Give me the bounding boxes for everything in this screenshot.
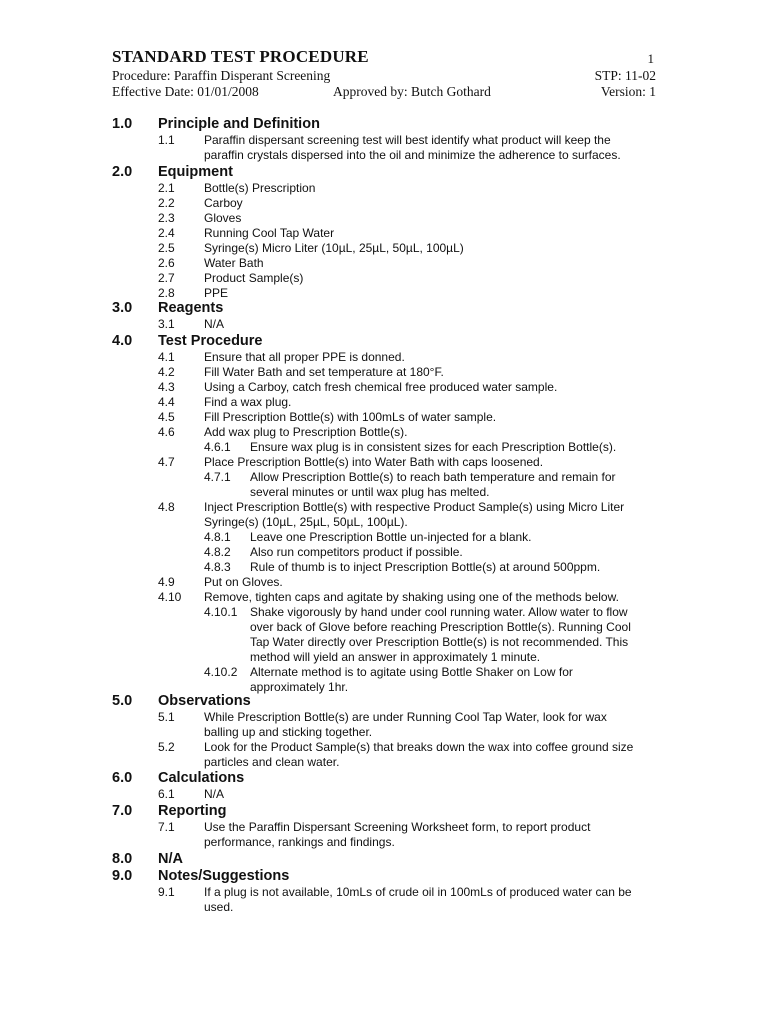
item-text-line: Syringe(s) Micro Liter (10µL, 25µL, 50µL, 100µL) [204,241,464,255]
item-number: 2.1 [158,181,175,195]
item-text-line: Put on Gloves. [204,575,283,589]
stp-number: STP: 11-02 [594,68,656,83]
item-text-line: Bottle(s) Prescription [204,181,316,195]
item-number: 4.6.1 [204,440,231,454]
item-number: 2.6 [158,256,175,270]
section-title: Observations [158,693,251,709]
section-heading [112,693,251,709]
item-text-line: Using a Carboy, catch fresh chemical free produced water sample. [204,380,558,394]
document-title: STANDARD TEST PROCEDURE [112,47,369,66]
item-text-line: approximately 1hr. [250,680,349,694]
item-text-line: several minutes or until wax plug has melted. [250,485,490,499]
item-text-line: method will yield an answer in approximately 1 minute. [250,650,541,664]
section-heading [112,116,320,132]
item-text-line: Alternate method is to agitate using Bottle Shaker on Low for [250,665,573,679]
page-number: 1 [647,51,654,66]
item-text-line: Look for the Product Sample(s) that breaks down the wax into coffee ground size [204,740,634,754]
item-text-line: Gloves [204,211,242,225]
section-title: Test Procedure [158,333,263,349]
item-text-line: over back of Glove before reaching Prescription Bottle(s). Running Cool [250,620,631,634]
item-text-line: Running Cool Tap Water [204,226,335,240]
item-number: 9.1 [158,885,175,899]
section-heading [112,300,223,316]
item-text-line: Leave one Prescription Bottle un-injected for a blank. [250,530,532,544]
item-text-line: Water Bath [204,256,264,270]
section-number: 2.0 [112,164,133,180]
section-number: 4.0 [112,333,133,349]
item-text-line: Syringe(s) (10µL, 25µL, 50µL, 100µL). [204,515,408,529]
item-number: 4.8 [158,500,175,514]
item-text-line: balling up and sticking together. [204,725,373,739]
section-number: 7.0 [112,803,133,819]
section-title: Calculations [158,770,245,786]
item-text-line: Also run competitors product if possible. [250,545,463,559]
item-number: 4.4 [158,395,175,409]
item-text-line: Find a wax plug. [204,395,292,409]
section-heading [112,770,244,786]
section-number: 8.0 [112,851,133,867]
item-number: 4.9 [158,575,175,589]
item-number: 4.10 [158,590,182,604]
section-title: Reporting [158,803,227,819]
item-number: 2.4 [158,226,175,240]
section-number: 6.0 [112,770,133,786]
item-number: 2.8 [158,286,175,300]
item-number: 4.7 [158,455,175,469]
item-text-line: Place Prescription Bottle(s) into Water Bath with caps loosened. [204,455,544,469]
item-number: 4.10.1 [204,605,238,619]
item-number: 4.8.1 [204,530,231,544]
item-number: 2.2 [158,196,175,210]
item-text-line: Allow Prescription Bottle(s) to reach bath temperature and remain for [250,470,616,484]
item-text-line: Ensure wax plug is in consistent sizes for each Prescription Bottle(s). [250,440,617,454]
item-text-line: Fill Water Bath and set temperature at 180°F. [204,365,444,379]
item-number: 2.5 [158,241,175,255]
item-text-line: used. [204,900,234,914]
item-text-line: While Prescription Bottle(s) are under Running Cool Tap Water, look for wax [204,710,607,724]
section-heading [112,851,183,867]
section-number: 1.0 [112,116,133,132]
section-heading [112,333,263,349]
item-text-line: Inject Prescription Bottle(s) with respective Product Sample(s) using Micro Liter [204,500,625,514]
item-number: 4.3 [158,380,175,394]
item-number: 4.8.3 [204,560,231,574]
item-text-line: particles and clean water. [204,755,340,769]
item-number: 5.2 [158,740,175,754]
item-text-line: performance, rankings and findings. [204,835,395,849]
section-heading [112,164,233,180]
section-title: Notes/Suggestions [158,868,290,884]
section-heading [112,868,289,884]
item-text-line: Rule of thumb is to inject Prescription Bottle(s) at around 500ppm. [250,560,601,574]
item-number: 4.2 [158,365,175,379]
item-number: 4.8.2 [204,545,231,559]
item-number: 4.5 [158,410,175,424]
item-number: 2.3 [158,211,175,225]
approved-by: Approved by: Butch Gothard [333,84,491,99]
section-title: Principle and Definition [158,116,320,132]
effective-date: Effective Date: 01/01/2008 [112,84,259,99]
item-text-line: Carboy [204,196,243,210]
procedure-name: Procedure: Paraffin Disperant Screening [112,68,331,83]
item-text-line: Fill Prescription Bottle(s) with 100mLs of water sample. [204,410,497,424]
item-text-line: Paraffin dispersant screening test will best identify what product will keep the [204,133,611,147]
version: Version: 1 [600,84,656,99]
item-number: 7.1 [158,820,175,834]
item-text-line: Tap Water directly over Prescription Bottle(s) is not recommended. This [250,635,629,649]
section-title: Reagents [158,300,224,316]
item-text-line: Product Sample(s) [204,271,304,285]
item-text-line: Ensure that all proper PPE is donned. [204,350,405,364]
item-number: 5.1 [158,710,175,724]
item-number: 3.1 [158,317,175,331]
section-title: N/A [158,851,183,867]
section-number: 5.0 [112,693,133,709]
item-text-line: PPE [204,286,229,300]
section-number: 9.0 [112,868,133,884]
item-text-line: If a plug is not available, 10mLs of crude oil in 100mLs of produced water can be [204,885,632,899]
item-text-line: Use the Paraffin Dispersant Screening Worksheet form, to report product [204,820,591,834]
item-text-line: N/A [204,787,225,801]
item-text-line: Add wax plug to Prescription Bottle(s). [204,425,408,439]
item-number: 4.10.2 [204,665,238,679]
item-text-line: Shake vigorously by hand under cool running water. Allow water to flow [250,605,628,619]
item-number: 2.7 [158,271,175,285]
item-text-line: Remove, tighten caps and agitate by shaking using one of the methods below. [204,590,619,604]
item-text-line: N/A [204,317,225,331]
item-number: 4.7.1 [204,470,231,484]
section-number: 3.0 [112,300,133,316]
section-title: Equipment [158,164,233,180]
item-number: 6.1 [158,787,175,801]
item-number: 4.6 [158,425,175,439]
item-text-line: paraffin crystals dispersed into the oil and minimize the adherence to surfaces. [204,148,621,162]
section-heading [112,803,226,819]
item-number: 4.1 [158,350,175,364]
item-number: 1.1 [158,133,175,147]
